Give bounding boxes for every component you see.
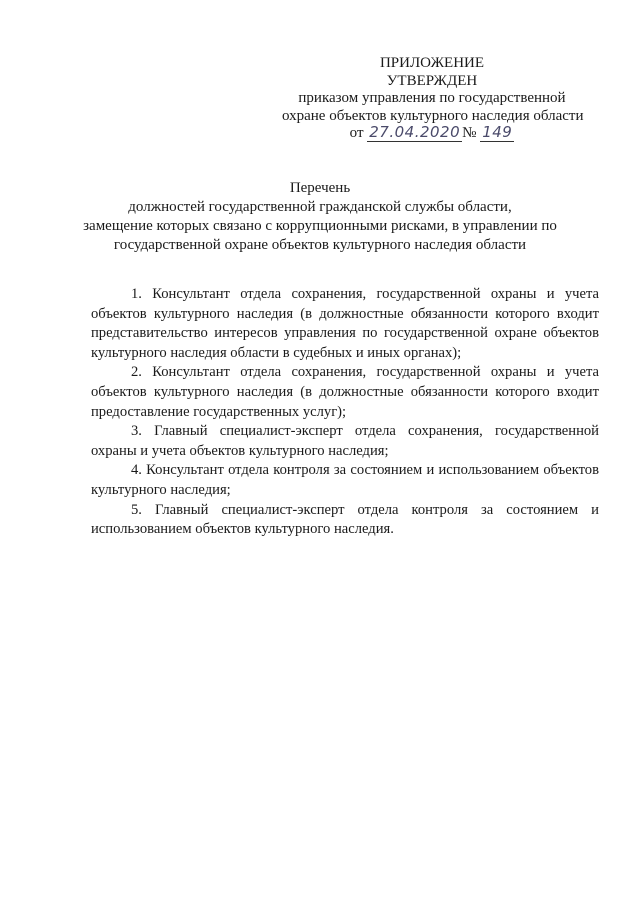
handwritten-date: 27.04.2020: [369, 123, 461, 141]
title-line-2: должностей государственной гражданской службы области,: [128, 199, 512, 215]
list-item: 2. Консультант отдела сохранения, государственной охраны и учета объектов культурного наследия (в должностные обязанности которого входит предоставление государственных услуг);: [91, 364, 599, 420]
list-item: 3. Главный специалист-эксперт отдела сохранения, государственной охраны и учета объектов культурного наследия;: [91, 423, 599, 459]
approved-label: УТВЕРЖДЕН: [386, 72, 478, 89]
positions-list: [91, 285, 599, 540]
approval-block: [282, 55, 582, 143]
document-title: [40, 179, 600, 255]
list-item: 4. Консультант отдела контроля за состоянием и использованием объектов культурного наследия;: [91, 462, 599, 498]
order-line-1: приказом управления по государственной: [298, 90, 566, 106]
number-sign: №: [462, 125, 477, 141]
appendix-label: ПРИЛОЖЕНИЕ: [379, 55, 485, 71]
number-field: [480, 125, 514, 142]
title-heading: Перечень: [289, 180, 351, 196]
list-item: 5. Главный специалист-эксперт отдела контроля за состоянием и использованием объектов культурного наследия.: [91, 501, 599, 538]
title-line-4: государственной охране объектов культурного наследия области: [113, 237, 527, 253]
handwritten-number: 149: [482, 123, 513, 141]
title-line-3: замещение которых связано с коррупционными рисками, в управлении по: [83, 218, 557, 234]
list-item: 1. Консультант отдела сохранения, государственной охраны и учета объектов культурного наследия (в должностные обязанности которого входит представительство интересов управления по государственной охране объектов культурного наследия области в судебных и иных органах);: [91, 286, 599, 361]
order-date-line: [282, 125, 582, 143]
date-field: [367, 125, 462, 142]
order-line-2: охране объектов культурного наследия области: [282, 107, 584, 124]
date-prefix: от: [349, 125, 364, 141]
